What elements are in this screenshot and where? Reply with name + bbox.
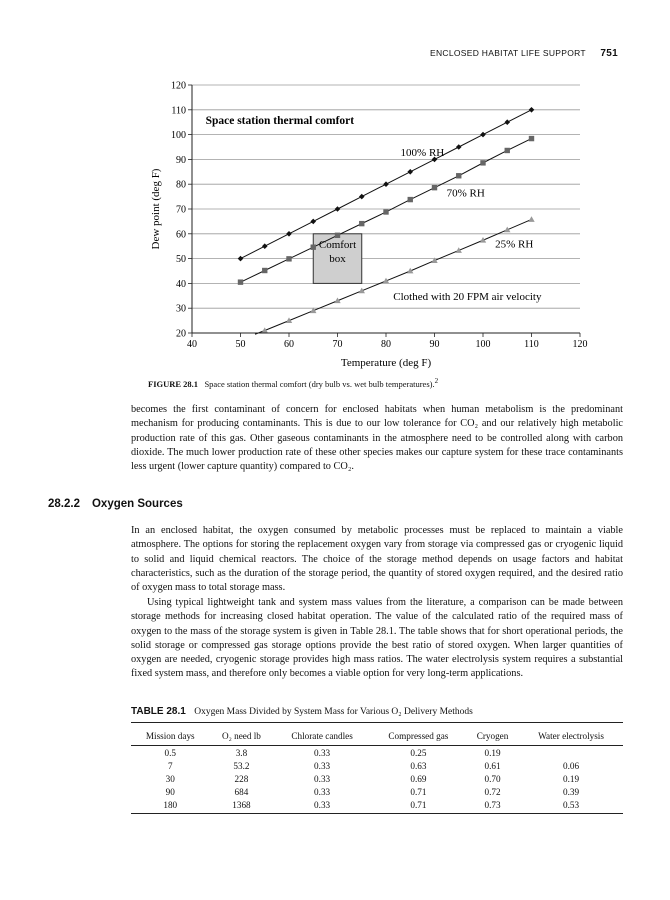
table-cell: 0.33 xyxy=(273,799,370,814)
y-tick-label: 30 xyxy=(176,303,186,315)
table-header-cell: Water electrolysis xyxy=(519,723,623,746)
table-cell: 3.8 xyxy=(235,747,248,758)
comfort-box-label: box xyxy=(329,253,346,266)
table-cell: 0.71 xyxy=(410,787,427,798)
section-heading xyxy=(48,498,183,510)
table-cell: 0.61 xyxy=(484,760,501,771)
x-tick-label: 70 xyxy=(332,339,343,350)
data-point-square xyxy=(335,233,340,238)
data-point-diamond xyxy=(359,194,365,200)
table-cell: 1368 xyxy=(210,799,274,814)
data-point-square xyxy=(529,136,534,141)
data-point-square xyxy=(456,173,461,178)
data-point-triangle xyxy=(528,216,534,222)
table-cell: 90 xyxy=(165,787,175,798)
data-point-diamond xyxy=(335,206,341,212)
data-point-square xyxy=(408,197,413,202)
data-point-diamond xyxy=(480,132,486,138)
data-point-diamond xyxy=(238,256,244,262)
y-tick-label: 70 xyxy=(176,204,186,216)
data-point-triangle xyxy=(480,237,486,243)
section-number: 28.2.2 xyxy=(48,498,80,510)
table-row xyxy=(131,799,623,814)
running-title: ENCLOSED HABITAT LIFE SUPPORT xyxy=(429,48,586,58)
data-point-diamond xyxy=(407,169,413,175)
paragraph-carryover: becomes the first contaminant of concern for enclosed habitats when human metabolism is the predominant mechanism for producing contaminants. This is due to our low tolerance for CO₂ and our relatively high metabolic production rate of this gas. Other gaseous contaminants in the atmosphere need to be controlled along with carbon dioxide. The much lower production rate of these other species makes our capture system for these trace contaminants less urgent (lower capture quantity) compared to CO₂. xyxy=(131,404,623,473)
data-point-square xyxy=(238,279,243,284)
data-point-square xyxy=(432,185,437,190)
table-cell: 0.70 xyxy=(484,773,501,784)
table-cell xyxy=(519,746,623,760)
y-tick-label: 110 xyxy=(171,105,186,117)
x-tick-label: 90 xyxy=(429,339,440,350)
y-tick-label: 20 xyxy=(176,328,186,340)
table-header-cell: O₂ need lb xyxy=(210,723,274,746)
section-title: Oxygen Sources xyxy=(91,498,183,510)
table-cell: 684 xyxy=(234,787,249,798)
table-caption-text: Oxygen Mass Divided by System Mass for Various O₂ Delivery Methods xyxy=(194,707,473,717)
x-tick-label: 120 xyxy=(572,339,588,350)
table-cell: 0.72 xyxy=(484,787,501,798)
y-tick-label: 80 xyxy=(176,179,186,191)
page-number: 751 xyxy=(600,48,618,59)
comfort-box-label: Comfort xyxy=(318,239,357,252)
table-header-row xyxy=(131,723,623,746)
table-caption xyxy=(131,706,473,717)
table-body xyxy=(131,746,623,814)
data-point-square xyxy=(480,160,485,165)
table-cell: 0.33 xyxy=(314,747,331,758)
data-point-diamond xyxy=(286,231,292,237)
figure-label: FIGURE 28.1 xyxy=(148,378,199,389)
data-point-square xyxy=(359,221,364,226)
data-point-triangle xyxy=(407,268,413,274)
y-tick-label: 90 xyxy=(176,154,186,166)
data-point-square xyxy=(262,268,267,273)
table-cell: 30 xyxy=(165,773,175,784)
table-header-cell: Cryogen xyxy=(466,723,519,746)
figure-caption-ref: 2 xyxy=(434,377,439,385)
table-row xyxy=(131,759,623,772)
data-point-square xyxy=(311,244,316,249)
table-row xyxy=(131,772,623,785)
table-row xyxy=(131,786,623,799)
table-cell: 0.19 xyxy=(484,747,501,758)
figure-caption-text: Space station thermal comfort (dry bulb vs. wet bulb temperatures). xyxy=(204,378,435,389)
table-row xyxy=(131,746,623,760)
table-label: TABLE 28.1 xyxy=(131,706,186,717)
x-tick-label: 80 xyxy=(381,339,391,350)
y-tick-label: 50 xyxy=(176,254,186,266)
data-point-square xyxy=(383,209,388,214)
thermal-comfort-chart xyxy=(140,78,600,373)
data-point-diamond xyxy=(383,181,389,187)
table-cell: 0.33 xyxy=(314,760,331,771)
y-tick-label: 120 xyxy=(171,80,186,92)
table-cell: 0.5 xyxy=(164,747,176,758)
table-cell: 0.71 xyxy=(371,799,466,814)
y-axis-label: Dew point (deg F) xyxy=(150,168,162,250)
data-point-square xyxy=(505,148,510,153)
table-cell: 0.06 xyxy=(562,760,580,771)
data-point-diamond xyxy=(504,119,510,125)
x-tick-label: 100 xyxy=(475,339,491,350)
table-header-cell: Mission days xyxy=(131,723,210,746)
table-cell: 0.69 xyxy=(410,773,427,784)
y-tick-label: 100 xyxy=(171,130,186,142)
table-cell: 0.63 xyxy=(410,760,427,771)
series-line xyxy=(255,219,534,334)
x-axis-label: Temperature (deg F) xyxy=(340,357,432,369)
x-tick-label: 110 xyxy=(524,339,539,350)
chart-annotation: Clothed with 20 FPM air velocity xyxy=(393,290,542,303)
x-tick-label: 40 xyxy=(187,339,197,350)
data-point-triangle xyxy=(504,227,510,233)
chart-title: Space station thermal comfort xyxy=(205,114,355,127)
data-point-diamond xyxy=(456,144,462,150)
table-cell: 228 xyxy=(234,773,249,784)
data-point-diamond xyxy=(262,243,268,249)
table-cell: 0.33 xyxy=(314,787,331,798)
y-tick-label: 40 xyxy=(176,278,186,290)
table-cell: 53.2 xyxy=(233,760,250,771)
y-tick-label: 60 xyxy=(176,229,186,241)
figure-caption xyxy=(148,377,438,389)
table-cell: 0.73 xyxy=(466,799,519,814)
table-cell: 180 xyxy=(131,799,210,814)
comfort-box-group xyxy=(313,234,362,284)
series-label: 70% RH xyxy=(446,187,485,200)
x-tick-label: 60 xyxy=(284,339,294,350)
oxygen-mass-table xyxy=(131,722,623,814)
table-header-cell: Chlorate candles xyxy=(273,723,370,746)
data-point-diamond xyxy=(310,219,316,225)
series-label: 25% RH xyxy=(495,238,534,251)
table-cell: 0.19 xyxy=(562,773,580,784)
table-cell: 0.53 xyxy=(519,799,623,814)
paragraph-oxygen-intro: In an enclosed habitat, the oxygen consumed by metabolic processes must be replaced to maintain a viable atmosphere. The options for storing the replacement oxygen vary from storage via compressed gas or cryogenic liquid to solid and liquid chemical reactors. The choice of the storage method depends on usage factors and habitat characteristics, such as the duration of the storage period, the quantity of stored oxygen required, and the desired ratio of oxygen mass to total storage mass. xyxy=(131,525,623,594)
series-label: 100% RH xyxy=(400,146,445,159)
x-tick-label: 50 xyxy=(235,339,246,350)
data-point-square xyxy=(286,256,291,261)
table-cell: 0.33 xyxy=(314,773,331,784)
data-point-diamond xyxy=(529,107,535,113)
paragraph-oxygen-comparison: Using typical lightweight tank and system mass values from the literature, a comparison can be made between storage methods for increasing closed habitat operation. The value of the calculated ratio of the required mass of oxygen to the mass of the storage system is given in Table 28.1. The table shows that for short operational periods, the solid storage or compressed gas storage options provide the best ratio of stored oxygen. When larger quantities of oxygen are needed, cryogenic storage provides high mass ratios. The water electrolysis system requires a substantial fixed system mass, and therefore only becomes a viable option for very long-term applications. xyxy=(131,597,623,680)
running-head xyxy=(430,48,618,59)
table-cell: 7 xyxy=(167,760,173,771)
table-cell: 0.25 xyxy=(410,747,427,758)
table-cell: 0.39 xyxy=(562,787,580,798)
table-header-cell: Compressed gas xyxy=(371,723,466,746)
